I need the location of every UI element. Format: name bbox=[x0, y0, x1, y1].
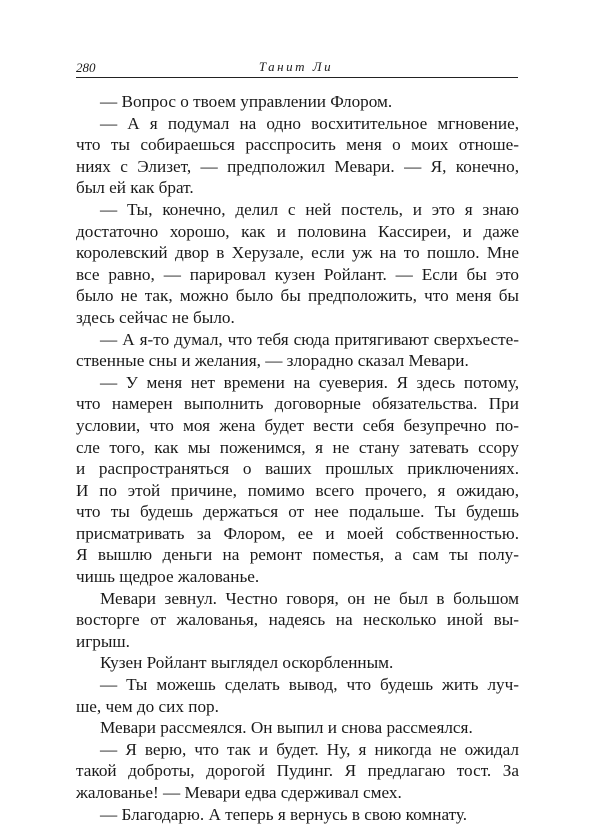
text-line: Кузен Ройлант выглядел оскорбленным. bbox=[100, 653, 394, 673]
page-number: 280 bbox=[76, 60, 96, 75]
text-line: ниях с Элизет, — предположил Мевари. — Я, конечно, bbox=[76, 156, 519, 176]
text-line: Мевари зевнул. Честно говоря, он не был в большом bbox=[100, 588, 519, 608]
text-line: и распространяться о ваших прошлых приключениях. bbox=[76, 459, 519, 479]
text-line: все равно, — парировал кузен Ройлант. — Если бы это bbox=[76, 264, 519, 284]
text-line: жалованье! — Мевари едва сдерживал смех. bbox=[76, 783, 402, 802]
text-line: королевский двор в Херузале, если уж на то пошло. Мне bbox=[76, 243, 519, 263]
text-line: — Вопрос о твоем управлении Флором. bbox=[100, 92, 393, 111]
header-rule bbox=[76, 77, 518, 78]
text-line: что намерен выполнить договорные обязательства. При bbox=[76, 394, 519, 414]
text-line: здесь сейчас не было. bbox=[76, 307, 235, 327]
text-line: — Ты, конечно, делил с ней постель, и это я знаю bbox=[100, 199, 519, 219]
text-line: Я вышлю деньги на ремонт поместья, а сам ты полу- bbox=[76, 545, 519, 565]
running-title: Танит Ли bbox=[258, 59, 334, 74]
text-line: сле того, как мы поженимся, я не стану затевать ссору bbox=[76, 437, 519, 457]
text-line: условии, что моя жена будет вести себя безупречно по- bbox=[76, 415, 519, 435]
text-line: такой доброты, дорогой Пудинг. Я предлагаю тост. За bbox=[76, 761, 519, 781]
text-line: — Я верю, что так и будет. Ну, я никогда не ожидал bbox=[100, 739, 519, 759]
text-line: — А я подумал на одно восхитительное мгновение, bbox=[100, 113, 519, 133]
text-line: достаточно хорошо, как и половина Кассиреи, и даже bbox=[76, 221, 519, 241]
text-line: — У меня нет времени на суеверия. Я здесь потому, bbox=[100, 372, 519, 392]
text-line: — Ты можешь сделать вывод, что будешь жить луч- bbox=[100, 675, 519, 695]
text-line: что ты собираешься расспросить меня о моих отноше- bbox=[76, 135, 519, 155]
text-line: чишь щедрое жалованье. bbox=[76, 567, 260, 587]
text-line: — Благодарю. А теперь я вернусь в свою комнату. bbox=[100, 804, 468, 824]
text-line: ше, чем до сих пор. bbox=[76, 696, 219, 716]
text-line: И по этой причине, помимо всего прочего, я ожидаю, bbox=[76, 480, 519, 500]
text-line: игрыш. bbox=[76, 631, 130, 651]
text-line: что ты будешь держаться от нее подальше. Ты будешь bbox=[76, 502, 519, 522]
text-line: присматривать за Флором, ее и моей собственностью. bbox=[76, 523, 519, 543]
text-line: восторге от жалованья, надеясь на несколько иной вы- bbox=[76, 610, 519, 630]
text-line: — А я-то думал, что тебя сюда притягивают сверхъесте- bbox=[100, 329, 519, 349]
text-line: Мевари рассмеялся. Он выпил и снова рассмеялся. bbox=[100, 718, 473, 738]
body-text bbox=[76, 91, 519, 825]
text-line: был ей как брат. bbox=[76, 178, 194, 198]
text-line: ственные сны и желания, — злорадно сказал Мевари. bbox=[76, 351, 469, 371]
text-line: было не так, можно было бы предположить, что меня бы bbox=[76, 286, 519, 306]
